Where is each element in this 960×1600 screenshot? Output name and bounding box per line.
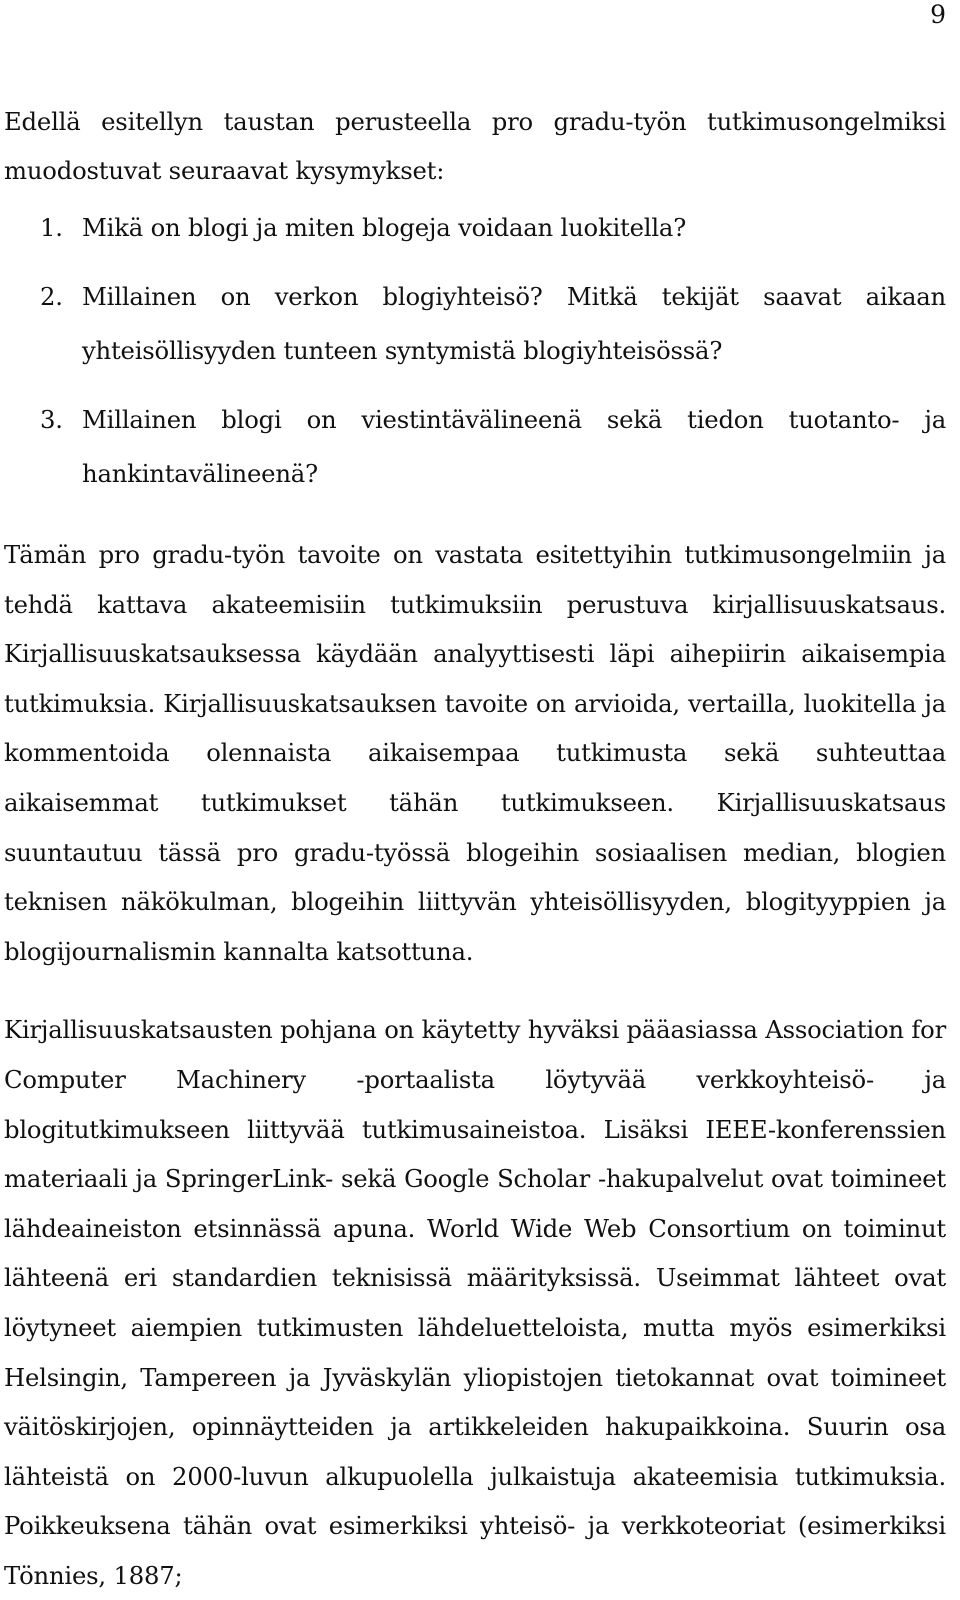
research-question-3 — [4, 393, 946, 501]
objective-paragraph: Tämän pro gradu-työn tavoite on vastata esitettyihin tutkimusongelmiin ja tehdä kattava akateemisiin tutkimuksiin perustuva kirjallisuuskatsaus. Kirjallisuuskatsauksessa käydään analyyttisesti läpi aihepiirin aikaisempia tutkimuksia. Kirjallisuuskatsauksen tavoite on arvioida, vertailla, luokitella ja kommentoida olennaista aikaisempaa tutkimusta sekä suhteuttaa aikaisemmat tutkimukset tähän tutkimukseen. Kirjallisuuskatsaus suuntautuu tässä pro gradu-työssä blogeihin sosiaalisen median, blogien teknisen näkökulman, blogeihin liittyvän yhteisöllisyyden, blogityyppien ja blogijournalismin kannalta katsottuna. — [4, 540, 946, 966]
document-body — [4, 97, 946, 1600]
question-text: Mikä on blogi ja miten blogeja voidaan luokitella? — [82, 213, 687, 242]
question-number: 1. — [40, 213, 63, 242]
intro-paragraph: Edellä esitellyn taustan perusteella pro gradu-työn tutkimusongelmiksi muodostuvat seuraavat kysymykset: — [4, 107, 946, 185]
question-text: Millainen blogi on viestintävälineenä sekä tiedon tuotanto- ja hankintavälineenä? — [82, 405, 946, 488]
research-question-1 — [4, 201, 946, 255]
research-question-2 — [4, 270, 946, 378]
page-number: 9 — [930, 0, 946, 29]
question-text: Millainen on verkon blogiyhteisö? Mitkä tekijät saavat aikaan yhteisöllisyyden tunteen syntymistä blogiyhteisössä? — [82, 282, 946, 365]
question-number: 3. — [40, 405, 63, 434]
research-questions-list — [4, 201, 946, 501]
sources-paragraph: Kirjallisuuskatsausten pohjana on käytetty hyväksi pääasiassa Association for Computer Machinery -portaalista löytyvää verkkoyhteisö- ja blogitutkimukseen liittyvää tutkimusaineistoa. Lisäksi IEEE-konferenssien materiaali ja SpringerLink- sekä Google Scholar -hakupalvelut ovat toimineet lähdeaineiston etsinnässä apuna. World Wide Web Consortium on toiminut lähteenä eri standardien teknisissä määrityksissä. Useimmat lähteet ovat löytyneet aiempien tutkimusten lähdeluetteloista, mutta myös esimerkiksi Helsingin, Tampereen ja Jyväskylän yliopistojen tietokannat ovat toimineet väitöskirjojen, opinnäytteiden ja artikkeleiden hakupaikkoina. Suurin osa lähteistä on 2000-luvun alkupuolella julkaistuja akateemisia tutkimuksia. Poikkeuksena tähän ovat esimerkiksi yhteisö- ja verkkoteoriat (esimerkiksi Tönnies, 1887; — [4, 1015, 946, 1590]
question-number: 2. — [40, 282, 63, 311]
